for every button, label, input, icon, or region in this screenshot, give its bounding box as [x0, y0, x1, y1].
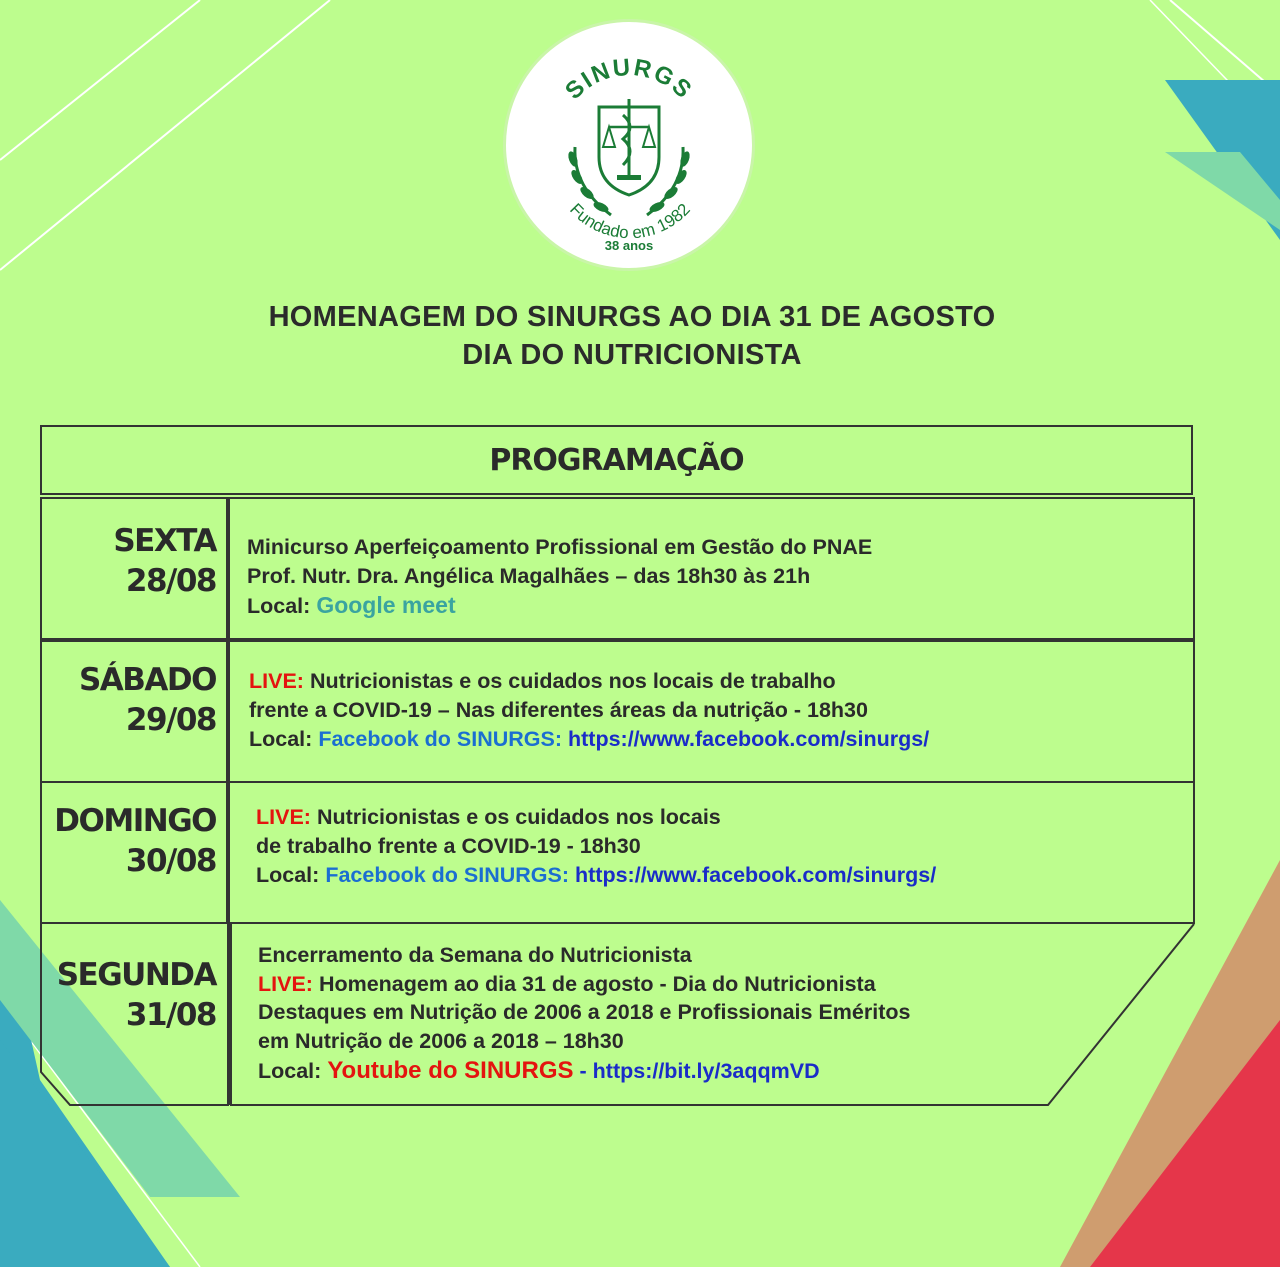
- live-label: LIVE:: [256, 805, 311, 829]
- facebook-link[interactable]: https://www.facebook.com/sinurgs/: [568, 727, 930, 751]
- local-label: Local:: [258, 1059, 322, 1083]
- event-subtitle-2: em Nutrição de 2006 a 2018 – 18h30: [258, 1028, 624, 1053]
- day-cell: [40, 781, 230, 924]
- youtube-link[interactable]: - https://bit.ly/3aqqmVD: [579, 1059, 820, 1083]
- event-details: [230, 640, 1195, 783]
- sinurgs-logo: [511, 27, 747, 263]
- event-details: [230, 781, 1195, 924]
- program-title: PROGRAMAÇÃO: [489, 442, 744, 478]
- logo-years: 38 anos: [604, 238, 654, 253]
- schedule-row-sunday: [40, 781, 1195, 924]
- local-youtube[interactable]: Youtube do SINURGS: [327, 1057, 574, 1084]
- event-details: [230, 497, 1195, 640]
- event-subtitle: Destaques em Nutrição de 2006 a 2018 e Profissionais Eméritos: [258, 1000, 911, 1024]
- local-label: Local:: [247, 594, 311, 618]
- event-title: Minicurso Aperfeiçoamento Profissional em Gestão do PNAE: [247, 535, 873, 559]
- event-subtitle: frente a COVID-19 – Nas diferentes áreas da nutrição - 18h30: [249, 698, 868, 722]
- local-google-meet[interactable]: Google meet: [316, 592, 456, 618]
- day-date: 31/08: [125, 997, 216, 1033]
- day-cell: [40, 640, 230, 783]
- schedule-row-monday: [40, 922, 1195, 1106]
- day-date: 30/08: [125, 843, 216, 879]
- logo-name: SINURGS: [560, 53, 698, 105]
- sinurgs-emblem: [511, 27, 747, 263]
- event-heading: Encerramento da Semana do Nutricionista: [258, 943, 692, 967]
- day-cell: [40, 497, 230, 640]
- day-date: 29/08: [125, 702, 216, 738]
- day-date: 28/08: [125, 563, 216, 599]
- day-name: SEGUNDA: [56, 957, 216, 993]
- schedule-row-saturday: [40, 640, 1195, 783]
- title-line-1: HOMENAGEM DO SINURGS AO DIA 31 DE AGOSTO: [268, 301, 996, 333]
- facebook-link[interactable]: https://www.facebook.com/sinurgs/: [575, 863, 937, 887]
- live-label: LIVE:: [258, 971, 313, 996]
- local-facebook[interactable]: Facebook do SINURGS:: [325, 863, 570, 887]
- event-title: Nutricionistas e os cuidados nos locais: [316, 805, 721, 829]
- live-label: LIVE:: [249, 669, 304, 693]
- schedule-row-friday: [40, 497, 1195, 640]
- local-facebook[interactable]: Facebook do SINURGS:: [318, 727, 563, 751]
- event-subtitle: de trabalho frente a COVID-19 - 18h30: [256, 834, 641, 858]
- local-label: Local:: [249, 727, 313, 751]
- local-label: Local:: [256, 863, 320, 887]
- event-details: [258, 941, 910, 1086]
- event-title: Nutricionistas e os cuidados nos locais de trabalho: [309, 669, 836, 693]
- page-title: [0, 298, 1264, 374]
- svg-text:SINURGS: [560, 54, 698, 105]
- event-title: Homenagem ao dia 31 de agosto - Dia do Nutricionista: [318, 971, 876, 996]
- day-name: SEXTA: [113, 523, 216, 559]
- logo-founded: Fundado em 1982: [566, 199, 694, 243]
- program-header: [40, 425, 1193, 495]
- svg-text:Fundado em 1982: [566, 200, 694, 243]
- title-line-2: DIA DO NUTRICIONISTA: [462, 339, 802, 371]
- day-name: DOMINGO: [54, 803, 216, 839]
- day-name: SÁBADO: [78, 662, 216, 698]
- day-cell: [40, 922, 230, 1035]
- event-speaker: Prof. Nutr. Dra. Angélica Magalhães – das 18h30 às 21h: [247, 564, 811, 588]
